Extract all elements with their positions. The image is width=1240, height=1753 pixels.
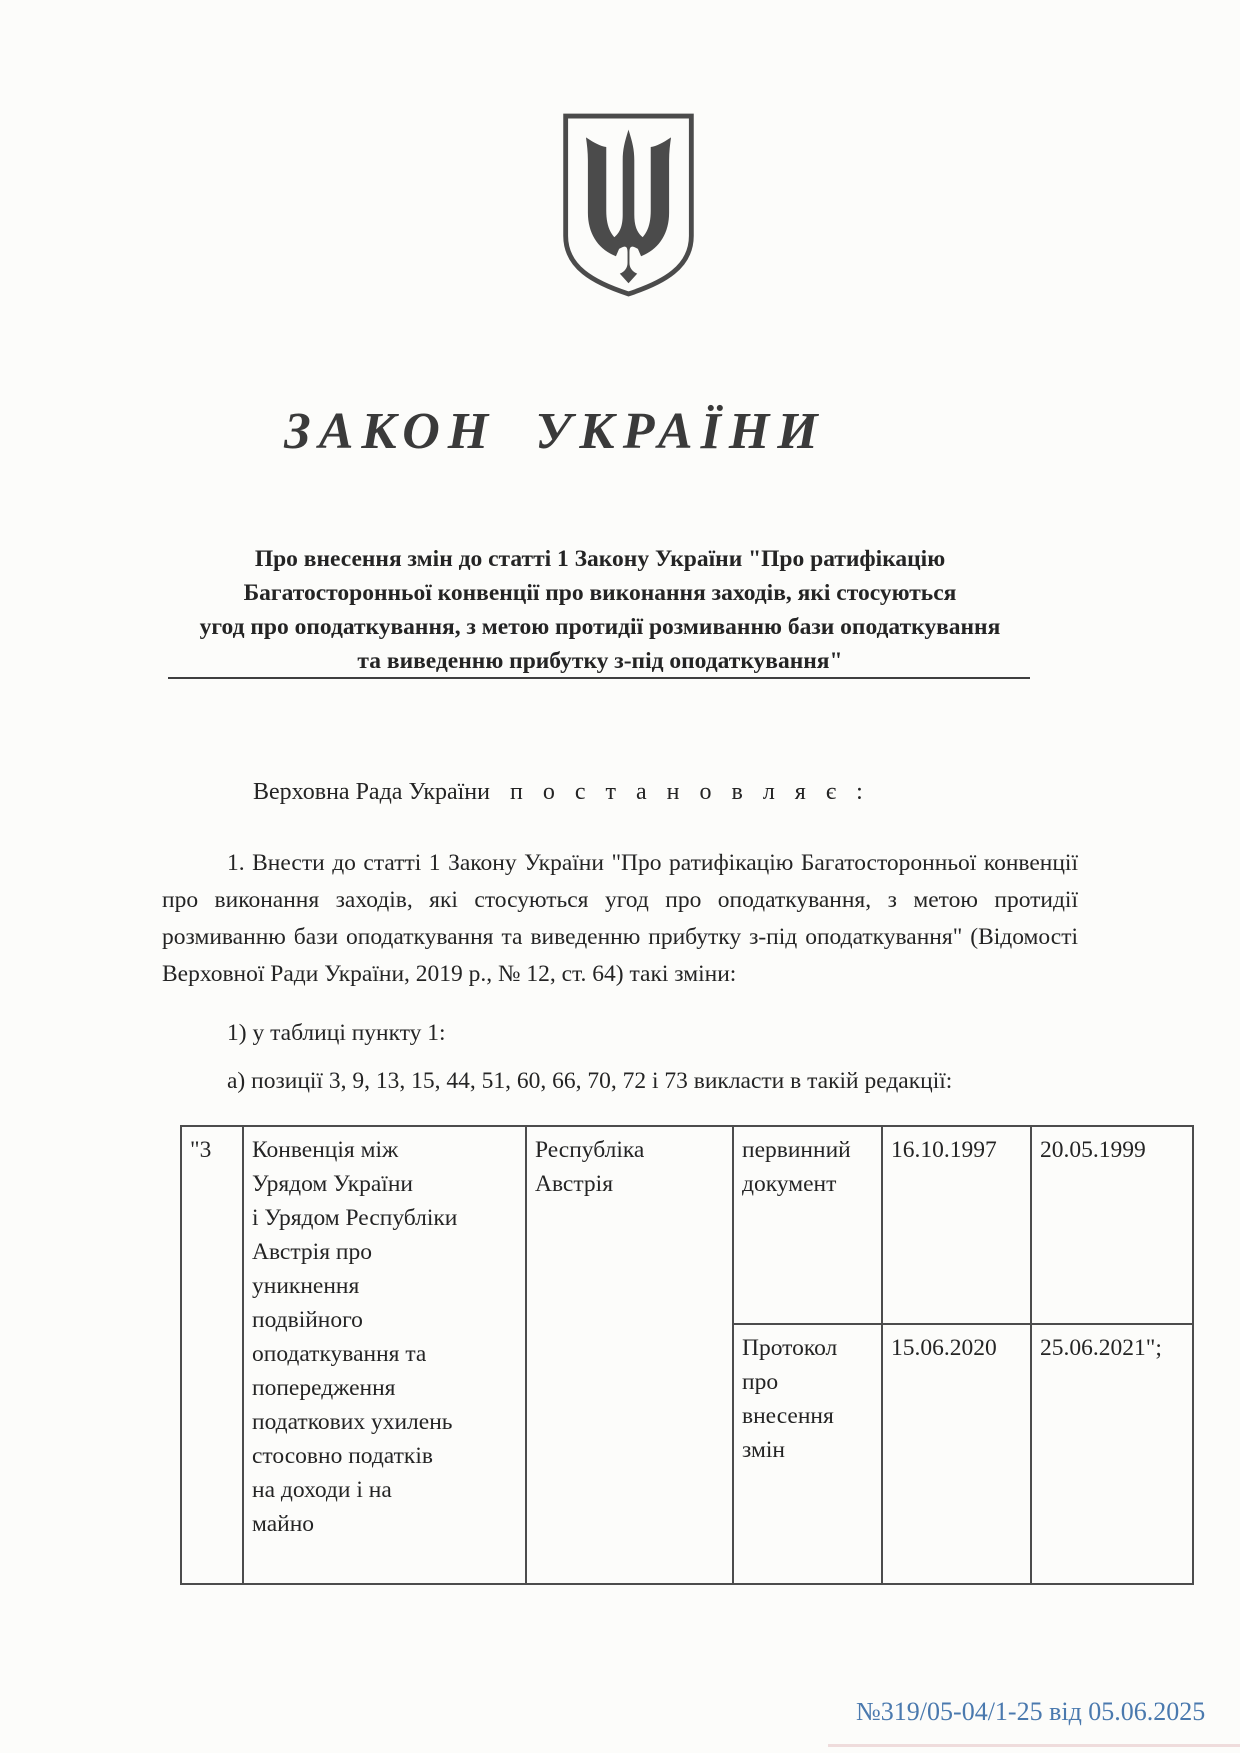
ukraine-coat-of-arms-icon <box>556 110 701 300</box>
country-cell: Республіка Австрія <box>526 1126 733 1584</box>
text-line: попередження <box>252 1375 396 1401</box>
text-line: подвійного <box>252 1307 363 1333</box>
doc-type-protocol-cell: Протокол про внесення змін <box>733 1324 882 1584</box>
doc-type-primary-cell: первинний документ <box>733 1126 882 1324</box>
text-line: уникнення <box>252 1273 360 1299</box>
enacting-decree-word: п о с т а н о в л я є : <box>510 779 870 805</box>
law-subtitle <box>120 542 1080 678</box>
subitem-positions-list: а) позиції 3, 9, 13, 15, 44, 51, 60, 66, 70, 72 і 73 викласти в такій редакції: <box>227 1068 953 1094</box>
text-line: Багатосторонньої конвенції про виконання заходів, які стосуються <box>243 580 957 606</box>
text-line: та виведенню прибутку з-під оподаткування" <box>357 648 843 674</box>
text-line: Австрія про <box>252 1239 372 1265</box>
enacting-body-name: Верховна Рада України <box>253 779 490 805</box>
text-line: Конвенція між <box>252 1137 399 1163</box>
row-number-cell: "3 <box>181 1126 243 1584</box>
text-line: Урядом України <box>252 1171 413 1197</box>
registration-reference: №319/05-04/1-25 від 05.06.2025 <box>856 1697 1206 1726</box>
text-line: на доходи і на <box>252 1477 392 1503</box>
date-effective-primary-cell: 20.05.1999 <box>1031 1126 1193 1324</box>
law-title: ЗАКОН УКРАЇНИ <box>284 403 826 460</box>
enacting-clause <box>253 779 870 806</box>
text-line: угод про оподаткування, з метою протидії розмиванню бази оподаткування <box>199 614 1001 640</box>
amendments-table <box>180 1125 1194 1585</box>
text-line: майно <box>252 1511 315 1537</box>
date-signed-primary-cell: 16.10.1997 <box>882 1126 1031 1324</box>
treaty-name-cell <box>243 1126 526 1584</box>
text-line: Про внесення змін до статті 1 Закону України "Про ратифікацію <box>254 546 946 572</box>
text-line: оподаткування та <box>252 1341 427 1367</box>
subtitle-underline <box>168 677 1030 679</box>
scan-edge-artifact <box>828 1744 1240 1747</box>
subitem-table-point: 1) у таблиці пункту 1: <box>227 1020 446 1046</box>
trident-shield-icon <box>556 110 701 300</box>
date-effective-protocol-cell: 25.06.2021"; <box>1031 1324 1193 1584</box>
date-signed-protocol-cell: 15.06.2020 <box>882 1324 1031 1584</box>
text-line: стосовно податків <box>252 1443 433 1469</box>
text-line: і Урядом Республіки <box>252 1205 458 1231</box>
table-row-primary <box>181 1126 1193 1324</box>
paragraph-amendment: 1. Внести до статті 1 Закону України "Про ратифікацію Багатосторонньої конвенції про виконання заходів, які стосуються угод про оподаткування, з метою протидії розмиванню бази оподаткування та виведенню прибутку з-під оподаткування" (Відомості Верховної Ради України, 2019 р., № 12, ст. 64) такі зміни: <box>162 850 1078 987</box>
text-line: податкових ухилень <box>252 1409 453 1435</box>
